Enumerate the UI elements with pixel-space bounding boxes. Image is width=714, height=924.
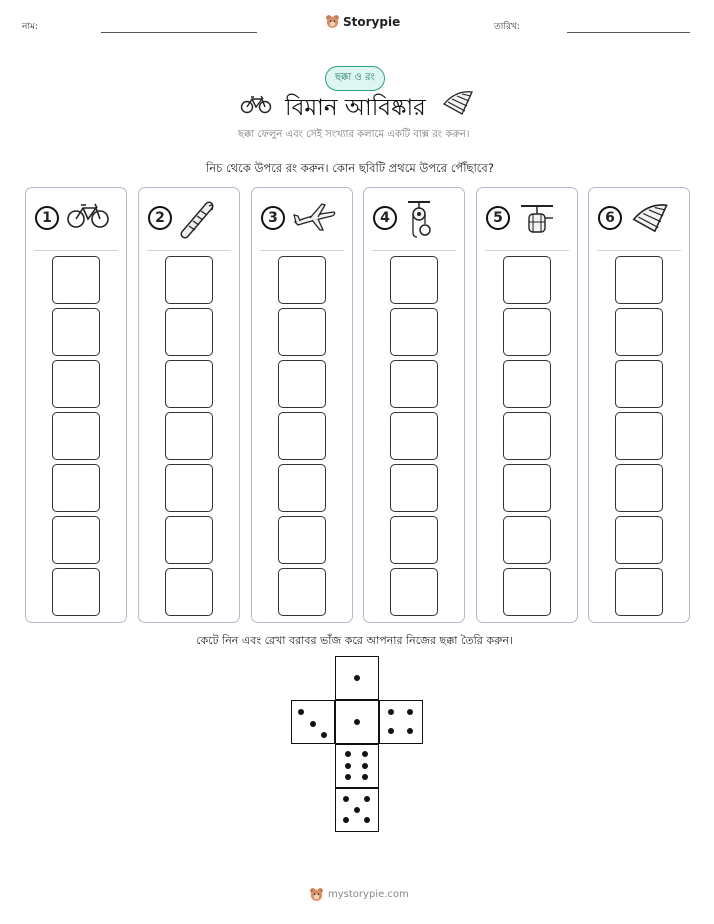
dice-column-2 [138, 187, 240, 623]
column-divider [597, 250, 681, 251]
color-box[interactable] [615, 256, 663, 304]
pip-dot [343, 817, 349, 823]
color-box[interactable] [390, 412, 438, 460]
pip-dot [354, 675, 360, 681]
color-box[interactable] [165, 308, 213, 356]
column-divider [34, 250, 118, 251]
color-box[interactable] [390, 464, 438, 512]
date-label: তারিখ: [494, 22, 520, 32]
bicycle-icon [66, 200, 110, 234]
pip-dot [364, 817, 370, 823]
glider-plane-icon [292, 200, 338, 238]
color-box[interactable] [278, 308, 326, 356]
color-box[interactable] [278, 412, 326, 460]
dice-column-6 [588, 187, 690, 623]
column-number-badge: 4 [373, 206, 397, 230]
pip-dot [321, 732, 327, 738]
column-header [139, 188, 239, 250]
page-subtitle: ছক্কা ফেলুন এবং সেই সংখ্যার কলামে একটি বাক্স রং করুন। [238, 129, 470, 140]
column-header [589, 188, 689, 250]
column-divider [260, 250, 344, 251]
color-box[interactable] [52, 256, 100, 304]
bear-logo-icon [309, 887, 324, 902]
brand-name: Storypie [343, 14, 401, 29]
color-box[interactable] [503, 568, 551, 616]
pip-dot [407, 709, 413, 715]
rope-icon [179, 200, 219, 244]
dice-column-3 [251, 187, 353, 623]
toy-helicopter-icon [517, 200, 557, 244]
color-box[interactable] [615, 516, 663, 564]
column-header [26, 188, 126, 250]
color-box[interactable] [278, 360, 326, 408]
color-box[interactable] [390, 516, 438, 564]
color-box[interactable] [390, 360, 438, 408]
pip-dot [310, 721, 316, 727]
color-box[interactable] [615, 464, 663, 512]
pip-dot [388, 728, 394, 734]
pip-dot [345, 751, 351, 757]
brand-logo [325, 14, 400, 29]
pip-dot [354, 807, 360, 813]
pulley-icon [404, 200, 434, 244]
color-box[interactable] [278, 256, 326, 304]
color-box[interactable] [52, 464, 100, 512]
column-number-badge: 2 [148, 206, 172, 230]
color-box[interactable] [503, 360, 551, 408]
name-line[interactable] [101, 32, 257, 33]
pip-dot [298, 709, 304, 715]
color-box[interactable] [165, 516, 213, 564]
dice-column-4 [363, 187, 465, 623]
pip-dot [388, 709, 394, 715]
color-box[interactable] [165, 360, 213, 408]
cut-instruction: কেটে নিন এবং রেখা বরাবর ভাঁজ করে আপনার নিজের ছক্কা তৈরি করুন। [196, 634, 514, 647]
color-box[interactable] [390, 308, 438, 356]
kite-wing-icon [629, 200, 669, 238]
category-tag: ছক্কা ও রং [325, 66, 385, 91]
column-number-badge: 5 [486, 206, 510, 230]
footer-site: mystorypie.com [328, 889, 409, 900]
color-box[interactable] [503, 256, 551, 304]
color-box[interactable] [503, 412, 551, 460]
color-box[interactable] [503, 464, 551, 512]
dice-column-1 [25, 187, 127, 623]
pip-dot [345, 763, 351, 769]
pip-dot [407, 728, 413, 734]
column-header [477, 188, 577, 250]
color-box[interactable] [52, 360, 100, 408]
dice-face-1 [335, 656, 379, 700]
kite-wing-icon [440, 88, 474, 116]
color-box[interactable] [503, 516, 551, 564]
date-line[interactable] [567, 32, 690, 33]
pip-dot [362, 763, 368, 769]
color-box[interactable] [165, 256, 213, 304]
pip-dot [343, 796, 349, 802]
column-divider [372, 250, 456, 251]
color-box[interactable] [390, 568, 438, 616]
column-divider [485, 250, 569, 251]
pip-dot [354, 719, 360, 725]
column-header [252, 188, 352, 250]
color-box[interactable] [165, 412, 213, 460]
color-box[interactable] [52, 412, 100, 460]
pip-dot [362, 774, 368, 780]
color-box[interactable] [278, 568, 326, 616]
color-box[interactable] [503, 308, 551, 356]
name-label: নাম: [22, 22, 39, 32]
color-box[interactable] [615, 568, 663, 616]
dice-face-3 [291, 700, 335, 744]
color-box[interactable] [52, 568, 100, 616]
question-text: নিচ থেকে উপরে রং করুন। কোন ছবিটি প্রথমে উপরে পৌঁছাবে? [206, 161, 494, 175]
column-header [364, 188, 464, 250]
color-box[interactable] [615, 360, 663, 408]
column-divider [147, 250, 231, 251]
dice-face-5 [335, 788, 379, 832]
bicycle-icon [240, 94, 272, 114]
page-title: বিমান আবিষ্কার [285, 95, 426, 121]
footer [309, 887, 409, 902]
color-box[interactable] [52, 308, 100, 356]
bear-logo-icon [325, 14, 340, 29]
pip-dot [345, 774, 351, 780]
color-box[interactable] [615, 412, 663, 460]
pip-dot [362, 751, 368, 757]
color-box[interactable] [278, 516, 326, 564]
dice-face-4 [379, 700, 423, 744]
color-box[interactable] [615, 308, 663, 356]
column-number-badge: 6 [598, 206, 622, 230]
column-number-badge: 3 [261, 206, 285, 230]
color-box[interactable] [165, 464, 213, 512]
color-box[interactable] [278, 464, 326, 512]
dice-face-6 [335, 744, 379, 788]
color-box[interactable] [165, 568, 213, 616]
pip-dot [364, 796, 370, 802]
dice-face-1 [335, 700, 379, 744]
dice-column-5 [476, 187, 578, 623]
column-number-badge: 1 [35, 206, 59, 230]
color-box[interactable] [390, 256, 438, 304]
color-box[interactable] [52, 516, 100, 564]
